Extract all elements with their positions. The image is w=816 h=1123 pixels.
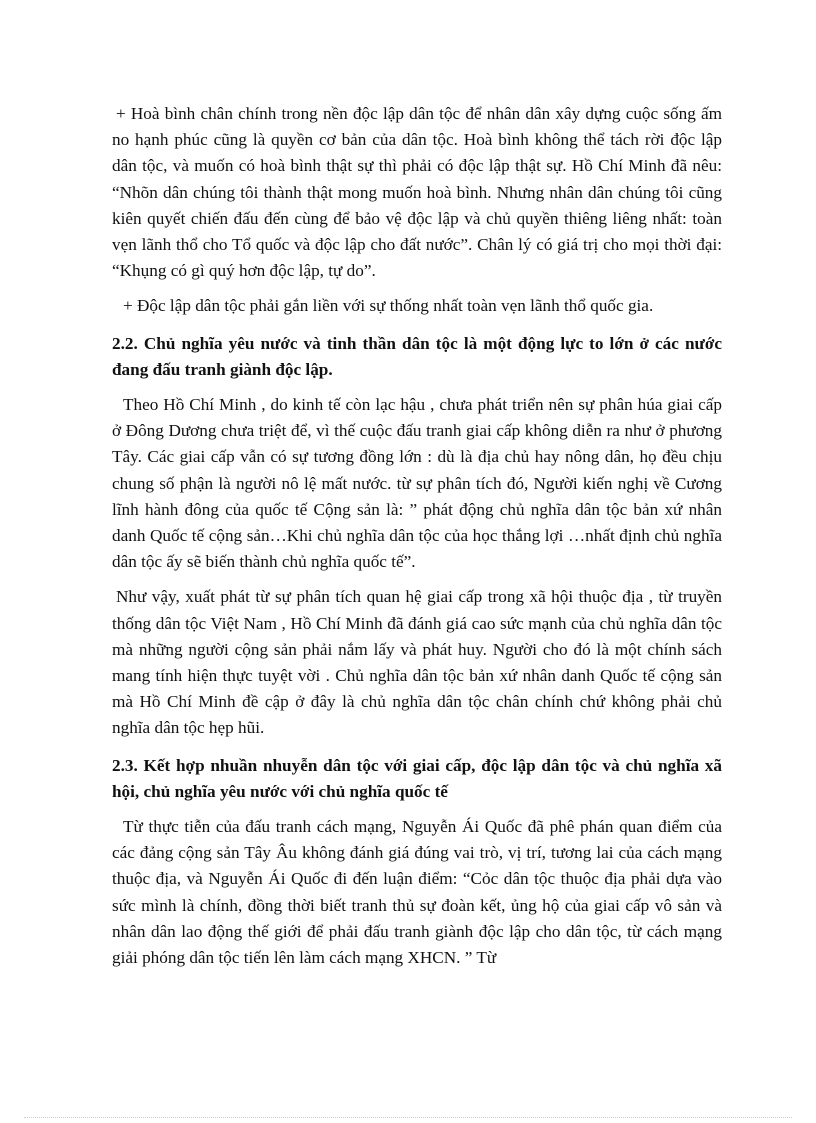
paragraph-class-struggle: Theo Hồ Chí Minh , do kinh tế còn lạc hậu , chưa phát triển nên sự phân húa giai cấp ở Đông Dương chưa triệt để, vì thế cuộc đấu tranh giai cấp không diễn ra như ở phương Tây. Các giai cấp vẫn có sự tương đồng lớn : dù là địa chủ hay nông dân, họ đều chịu chung số phận là người nô lệ mất nước. từ sự phân tích đó, Người kiến nghị về Cương lĩnh hành đông của quốc tế Cộng sản là: ” phát động chủ nghĩa dân tộc bản xứ nhân danh Quốc tế cộng sản…Khi chủ nghĩa dân tộc của học thắng lợi …nhất định chủ nghĩa dân tộc ấy sẽ biến thành chủ nghĩa quốc tế”. (112, 395, 722, 572)
heading-section-2-2: 2.2. Chủ nghĩa yêu nước và tinh thần dân tộc là một động lực to lớn ở các nước đang đấu tranh giành độc lập. (112, 333, 722, 379)
paragraph-colonial-revolution: Từ thực tiễn của đấu tranh cách mạng, Nguyễn Ái Quốc đã phê phán quan điểm của các đảng cộng sản Tây Âu không đánh giá đúng vai trò, vị trí, tương lai của cách mạng thuộc địa, và Nguyễn Ái Quốc đi đến luận điểm: “Cỏc dân tộc thuộc địa phải dựa vào sức mình là chính, đồng thời biết tranh thủ sự đoàn kết, ủng hộ của giai cấp vô sản và nhân dân lao động thế giới để phải đấu tranh giành độc lập cho dân tộc, từ cách mạng giải phóng dân tộc tiến lên làm cách mạng XHCN. ” Từ (112, 817, 722, 968)
heading-section-2-3: 2.3. Kết hợp nhuần nhuyễn dân tộc với giai cấp, độc lập dân tộc và chủ nghĩa xã hội, chủ nghĩa yêu nước với chủ nghĩa quốc tế (112, 755, 722, 801)
page-bottom-rule (24, 1117, 792, 1118)
paragraph-territorial-unity: + Độc lập dân tộc phải gắn liền với sự thống nhất toàn vẹn lãnh thổ quốc gia. (123, 296, 654, 316)
paragraph-nationalism-strength: Như vậy, xuất phát từ sự phân tích quan hệ giai cấp trong xã hội thuộc địa , từ truyền thống dân tộc Việt Nam , Hồ Chí Minh đã đánh giá cao sức mạnh của chủ nghĩa dân tộc mà những người cộng sản phải nắm lấy và phát huy. Người cho đó là một chính sách mang tính hiện thực tuyệt vời . Chủ nghĩa dân tộc bản xứ nhân danh Quốc tế cộng sản mà Hồ Chí Minh đề cập ở đây là chủ nghĩa dân tộc chân chính chứ không phải chủ nghĩa dân tộc hẹp hũi. (112, 587, 722, 738)
paragraph-peace-rights: + Hoà bình chân chính trong nền độc lập dân tộc để nhân dân xây dựng cuộc sống ấm no hạnh phúc cũng là quyền cơ bản của dân tộc. Hoà bình không thể tách rời độc lập dân tộc, và muốn có hoà bình thật sự thì phải có độc lập thật sự. Hồ Chí Minh đã nêu: “Nhõn dân chúng tôi thành thật mong muốn hoà bình. Nhưng nhân dân chúng tôi cũng kiên quyết chiến đấu đến cùng để bảo vệ độc lập và chủ quyền thiêng liêng nhất: toàn vẹn lãnh thổ cho Tổ quốc và độc lập cho đất nước”. Chân lý có giá trị cho mọi thời đại: “Khụng có gì quý hơn độc lập, tự do”. (112, 104, 722, 281)
document-body (112, 101, 722, 971)
